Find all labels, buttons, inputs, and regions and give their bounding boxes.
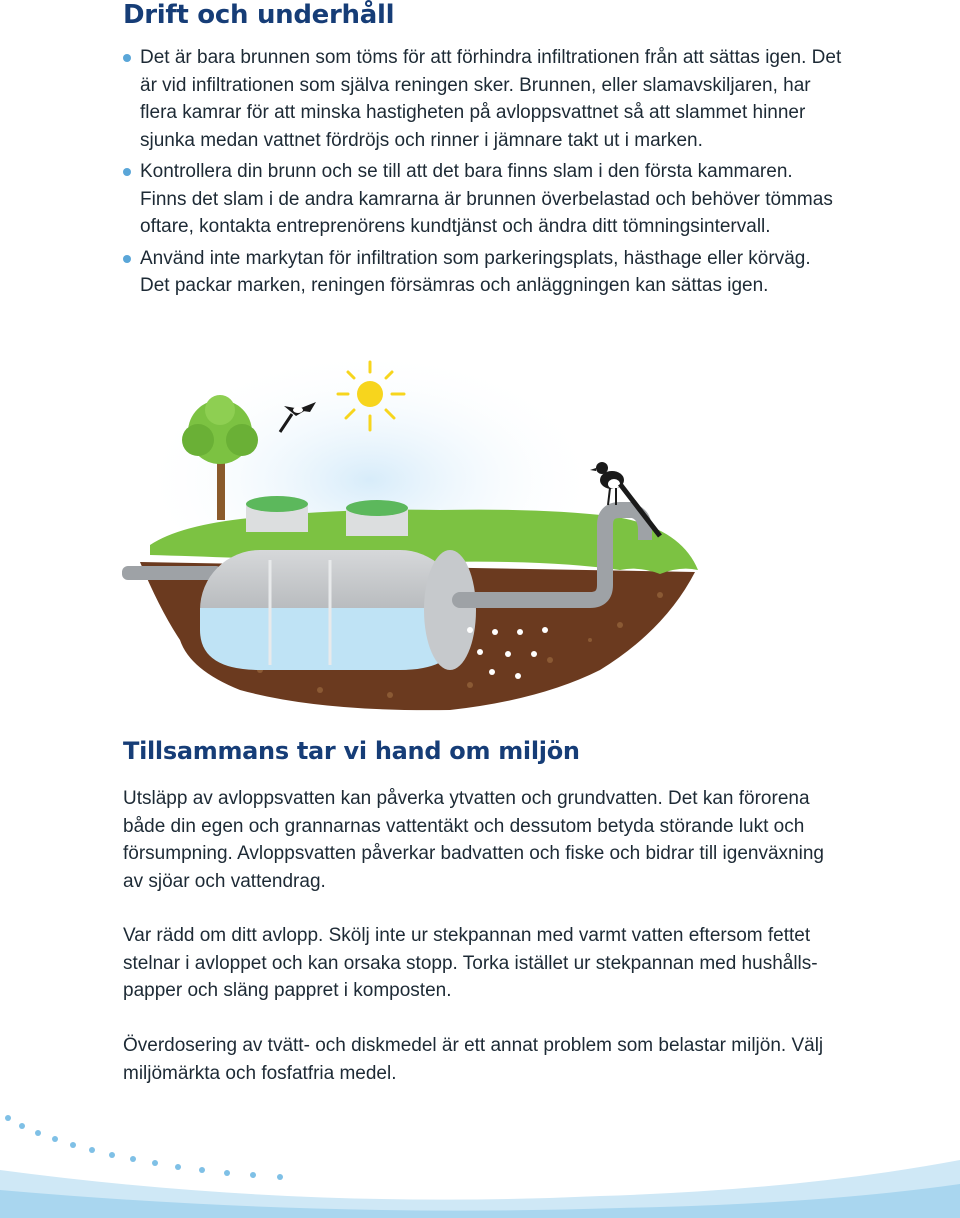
bullet-item: Det är bara brunnen som töms för att förhindra infiltrationen från att sättas igen. Det är vid infiltrationen som själva reningen sker. Brunnen, eller slamavskiljaren, har flera kamrar för att minska hastigheten på avloppsvattnet så att slammet hinner sjunka medan vattnet fördröjs och rinner i jämnare takt ut i marken. (122, 44, 842, 154)
maintenance-bullet-list (122, 44, 842, 304)
septic-system-illustration (120, 340, 710, 730)
section-title-miljo: Tillsammans tar vi hand om miljön (123, 737, 580, 765)
paragraph: Överdosering av tvätt- och diskmedel är ett annat problem som belastar miljön. Välj miljömärkta och fosfatfria medel. (123, 1035, 824, 1084)
bullet-item: Använd inte markytan för infiltration som parkeringsplats, hästhage eller körväg. Det packar marken, reningen försämras och anläggningen kan sättas igen. (122, 245, 842, 300)
inlet-pipe (122, 566, 222, 580)
paragraph: Utsläpp av avloppsvatten kan påverka ytvatten och grundvatten. Det kan förorena både din egen och grannarnas vattentäkt och dessutom betyda störande lukt och försumpning. Avloppsvatten påverkar badvatten och fiske och bidrar till igenväxning av sjöar och vattendrag. (123, 788, 824, 892)
bullet-item: Kontrollera din brunn och se till att det bara finns slam i den första kammaren. Finns det slam i de andra kamrarna är brunnen överbelastad och behöver tömmas oftare, kontakta entreprenörens kundtjänst och ändra ditt tömningsintervall. (122, 158, 842, 241)
section-title-drift: Drift och underhåll (123, 0, 395, 30)
paragraph: Var rädd om ditt avlopp. Skölj inte ur stekpannan med varmt vatten eftersom fettet stelnar i avloppet och kan orsaka stopp. Torka istället ur stekpannan med hushålls-papper och släng pappret i komposten. (123, 925, 818, 1001)
septic-tank (200, 550, 476, 670)
inspection-lid (346, 500, 408, 536)
inspection-lid (246, 496, 308, 532)
footer-wave-decoration (0, 1100, 960, 1218)
